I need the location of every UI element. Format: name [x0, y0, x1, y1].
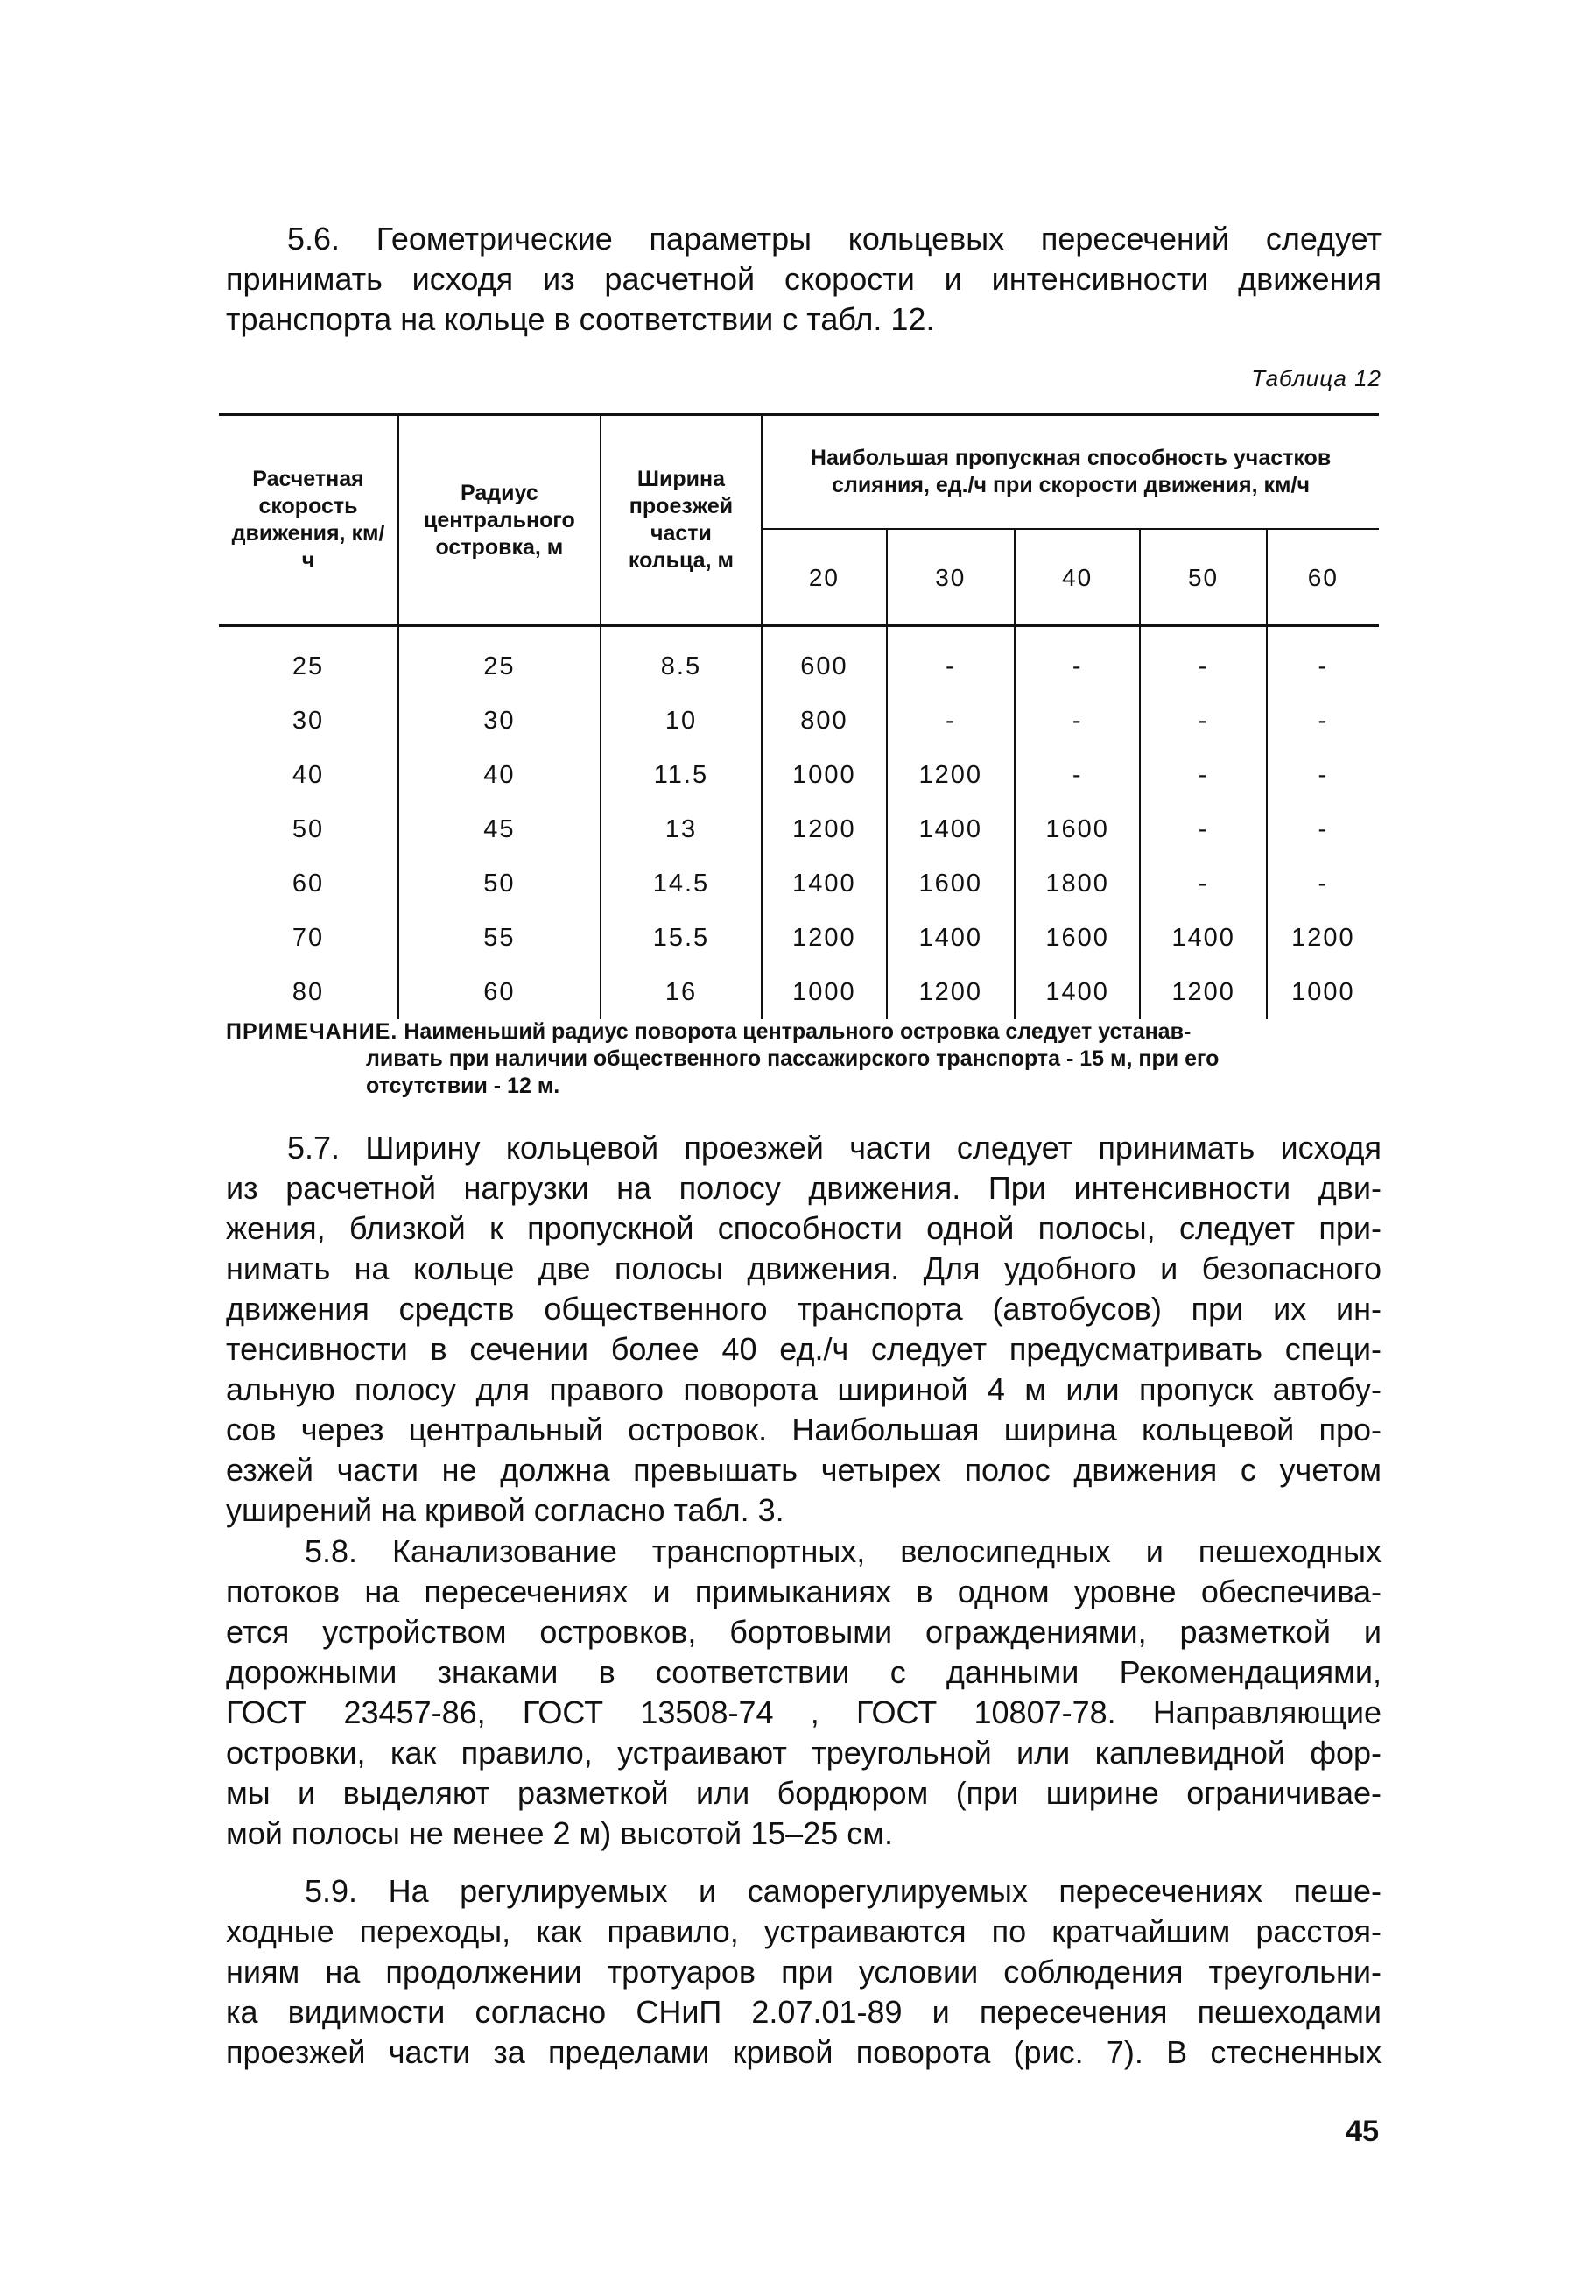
table-cell: 55	[398, 911, 601, 965]
table-cell: 80	[292, 977, 325, 1006]
table-cell: 16	[601, 965, 762, 1019]
table-cell: 50	[398, 856, 601, 911]
table-cell: -	[1015, 748, 1140, 802]
table-12	[219, 413, 1379, 1019]
table-cell: 1000	[1267, 965, 1379, 1019]
header-capacity-speed: 60	[1267, 529, 1379, 626]
table-cell: 1600	[1015, 802, 1140, 856]
table-cell: -	[1140, 856, 1266, 911]
table-caption: Таблица 12	[1251, 365, 1382, 391]
text-line: 5.6. Геометрические параметры кольцевых пересечений следует	[287, 221, 1382, 257]
table-row	[219, 911, 1379, 965]
header-capacity-speed: 40	[1015, 529, 1140, 626]
text-line: ется устройством островков, бортовыми ограждениями, разметкой и	[226, 1614, 1382, 1650]
text-line: ГОСТ 23457-86, ГОСТ 13508-74 , ГОСТ 10807-78. Направляющие	[226, 1694, 1382, 1730]
text-line: ка видимости согласно СНиП 2.07.01-89 и пересечения пешеходами	[226, 1994, 1382, 2030]
table-cell: 40	[398, 748, 601, 802]
text-line: нимать на кольце две полосы движения. Для удобного и безопасного	[226, 1250, 1382, 1286]
text-line: жения, близкой к пропускной способности одной полосы, следует при-	[226, 1210, 1382, 1246]
table-row	[219, 626, 1379, 694]
text-line: потоков на пересечениях и примыканиях в одном уровне обеспечива-	[226, 1574, 1382, 1609]
table-cell: -	[1267, 802, 1379, 856]
table-row	[219, 965, 1379, 1019]
table-cell: 1200	[762, 911, 887, 965]
table-cell: 8.5	[601, 626, 762, 694]
header-speed: Расчетная скорость движения, км/ч	[219, 415, 398, 626]
header-width: Ширина проезжей части кольца, м	[601, 415, 762, 626]
table-cell: -	[1015, 694, 1140, 748]
text-line: тенсивности в сечении более 40 ед./ч следует предусматривать специ-	[226, 1331, 1382, 1367]
table-cell: 1600	[1015, 911, 1140, 965]
table-cell: -	[887, 694, 1015, 748]
text-line: альную полосу для правого поворота шириной 4 м или пропуск автобу-	[226, 1371, 1382, 1407]
note-label: ПРИМЕЧАНИЕ.	[226, 1019, 398, 1044]
table-row	[219, 856, 1379, 911]
table-cell: 25	[398, 626, 601, 694]
table-cell: -	[1267, 626, 1379, 694]
table-cell: 1400	[1140, 911, 1266, 965]
text-line: 5.8. Канализование транспортных, велосипедных и пешеходных	[305, 1533, 1382, 1569]
table-cell: 1800	[1015, 856, 1140, 911]
table-cell: 45	[398, 802, 601, 856]
table-row	[219, 694, 1379, 748]
paragraph-5-8	[226, 1532, 1382, 1854]
paragraph-5-9	[226, 1871, 1382, 2073]
table-cell: 1400	[1015, 965, 1140, 1019]
table-cell: 60	[292, 869, 325, 898]
text-line: из расчетной нагрузки на полосу движения. При интенсивности дви-	[226, 1170, 1382, 1206]
table-cell: -	[1140, 748, 1266, 802]
text-line: сов через центральный островок. Наибольшая ширина кольцевой про-	[226, 1412, 1382, 1447]
table-cell: -	[1267, 694, 1379, 748]
table-cell: -	[1140, 802, 1266, 856]
text-line: 5.7. Ширину кольцевой проезжей части следует принимать исходя	[287, 1130, 1382, 1166]
table-cell: 1200	[1140, 965, 1266, 1019]
text-line: 5.9. На регулируемых и саморегулируемых пересечениях пеше-	[305, 1873, 1382, 1909]
paragraph-5-7	[226, 1128, 1382, 1531]
table-cell: 1000	[762, 965, 887, 1019]
table-cell: 1600	[887, 856, 1015, 911]
note-text: ливать при наличии общественного пассажирского транспорта - 15 м, при его	[366, 1046, 1220, 1071]
table-cell: 10	[601, 694, 762, 748]
text-line: движения средств общественного транспорта (автобусов) при их ин-	[226, 1291, 1382, 1327]
table-cell: 1200	[762, 802, 887, 856]
table-cell: 1400	[887, 802, 1015, 856]
text-line: мы и выделяют разметкой или бордюром (при ширине ограничивае-	[226, 1775, 1382, 1811]
note-text: Наименьший радиус поворота центрального островка следует устанав-	[404, 1019, 1192, 1044]
table-cell: 13	[601, 802, 762, 856]
text-line: транспорта на кольце в соответствии с табл. 12.	[226, 301, 935, 337]
table-cell: 25	[292, 651, 325, 680]
table-body	[219, 626, 1379, 1020]
table-cell: 11.5	[601, 748, 762, 802]
text-line: островки, как правило, устраивают треугольной или каплевидной фор-	[226, 1735, 1382, 1771]
table-cell: 60	[398, 965, 601, 1019]
paragraph-5-6	[226, 219, 1382, 340]
text-line: принимать исходя из расчетной скорости и интенсивности движения	[226, 261, 1382, 297]
table-cell: -	[887, 626, 1015, 694]
table-cell: 50	[292, 814, 325, 843]
table-cell: -	[1140, 626, 1266, 694]
table-row	[219, 748, 1379, 802]
table-cell: 15.5	[601, 911, 762, 965]
table-cell: 70	[292, 923, 325, 952]
table-cell: -	[1140, 694, 1266, 748]
note-text: отсутствии - 12 м.	[366, 1074, 560, 1098]
table-cell: 14.5	[601, 856, 762, 911]
text-line: ниям на продолжении тротуаров при условии соблюдения треугольни-	[226, 1954, 1382, 1990]
table-cell: 1200	[887, 748, 1015, 802]
text-line: дорожными знаками в соответствии с данными Рекомендациями,	[226, 1654, 1382, 1690]
header-capacity-speed: 30	[887, 529, 1015, 626]
table-cell: -	[1015, 626, 1140, 694]
text-line: уширений на кривой согласно табл. 3.	[226, 1492, 784, 1528]
text-line: проезжей части за пределами кривой поворота (рис. 7). В стесненных	[226, 2034, 1382, 2070]
table-cell: 30	[292, 706, 325, 735]
table-cell: 1200	[1267, 911, 1379, 965]
table-cell: 800	[762, 694, 887, 748]
table-row	[219, 802, 1379, 856]
table-cell: 1400	[762, 856, 887, 911]
table-cell: 600	[762, 626, 887, 694]
header-capacity-speed: 50	[1140, 529, 1266, 626]
table-note	[226, 1018, 1382, 1100]
table-cell: 40	[292, 760, 325, 789]
text-line: ходные переходы, как правило, устраиваются по кратчайшим расстоя-	[226, 1913, 1382, 1949]
header-capacity-speed: 20	[762, 529, 887, 626]
table-cell: 1400	[887, 911, 1015, 965]
header-radius: Радиус центрального островка, м	[398, 415, 601, 626]
table-cell: -	[1267, 856, 1379, 911]
text-line: езжей части не должна превышать четырех полос движения с учетом	[226, 1452, 1382, 1488]
page-number: 45	[1346, 2115, 1379, 2148]
text-line: мой полосы не менее 2 м) высотой 15–25 см.	[226, 1815, 893, 1851]
table-cell: 1000	[762, 748, 887, 802]
table-cell: 30	[398, 694, 601, 748]
table-cell: 1200	[887, 965, 1015, 1019]
header-capacity: Наибольшая пропускная способность участков слияния, ед./ч при скорости движения, км/ч	[762, 415, 1379, 530]
table-cell: -	[1267, 748, 1379, 802]
